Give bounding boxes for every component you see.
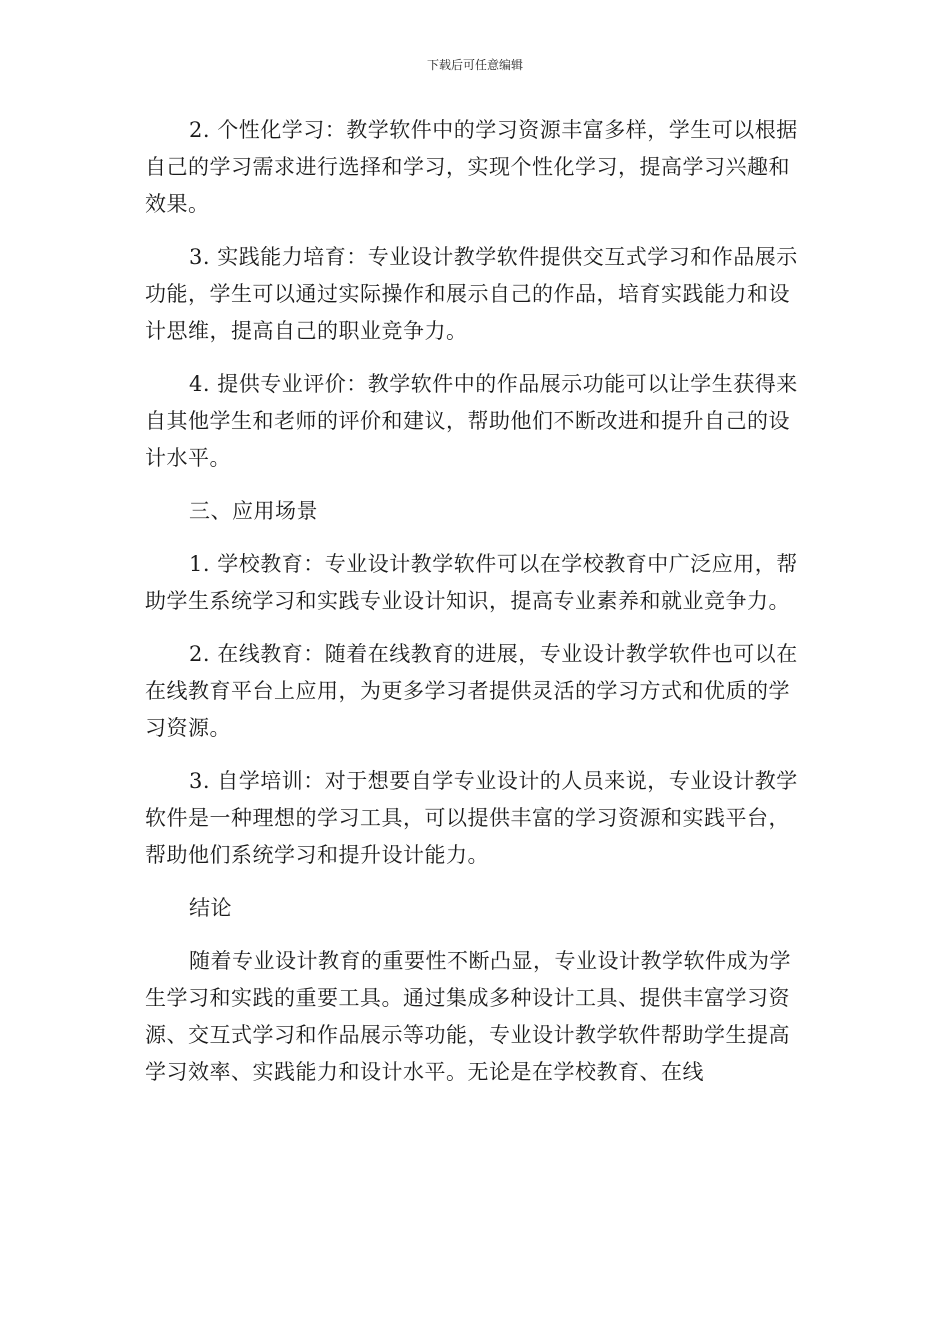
paragraph-professional-evaluation: 4. 提供专业评价：教学软件中的作品展示功能可以让学生获得来自其他学生和老师的评价和建议，帮助他们不断改进和提升自己的设计水平。 xyxy=(145,372,798,470)
paragraph-practice-ability: 3. 实践能力培育：专业设计教学软件提供交互式学习和作品展示功能，学生可以通过实际操作和展示自己的作品，培育实践能力和设计思维，提高自己的职业竞争力。 xyxy=(145,245,798,343)
paragraph-personalized-learning: 2. 个性化学习：教学软件中的学习资源丰富多样，学生可以根据自己的学习需求进行选择和学习，实现个性化学习，提高学习兴趣和效果。 xyxy=(145,118,798,216)
paragraph-self-study-training: 3. 自学培训：对于想要自学专业设计的人员来说，专业设计教学软件是一种理想的学习工具，可以提供丰富的学习资源和实践平台，帮助他们系统学习和提升设计能力。 xyxy=(145,769,798,867)
section-heading-application-scenarios: 三、应用场景 xyxy=(189,499,318,523)
page-header: 下载后可任意编辑 xyxy=(426,58,523,72)
paragraph-school-education: 1. 学校教育：专业设计教学软件可以在学校教育中广泛应用，帮助学生系统学习和实践专业设计知识，提高专业素养和就业竞争力。 xyxy=(145,552,798,613)
paragraph-online-education: 2. 在线教育：随着在线教育的进展，专业设计教学软件也可以在在线教育平台上应用，为更多学习者提供灵活的学习方式和优质的学习资源。 xyxy=(145,642,798,740)
document-body xyxy=(145,112,810,1107)
paragraph-conclusion-body: 随着专业设计教育的重要性不断凸显，专业设计教学软件成为学生学习和实践的重要工具。通过集成多种设计工具、提供丰富学习资源、交互式学习和作品展示等功能，专业设计教学软件帮助学生提高学习效率、实践能力和设计水平。无论是在学校教育、在线 xyxy=(145,949,791,1084)
section-heading-conclusion: 结论 xyxy=(189,896,232,920)
